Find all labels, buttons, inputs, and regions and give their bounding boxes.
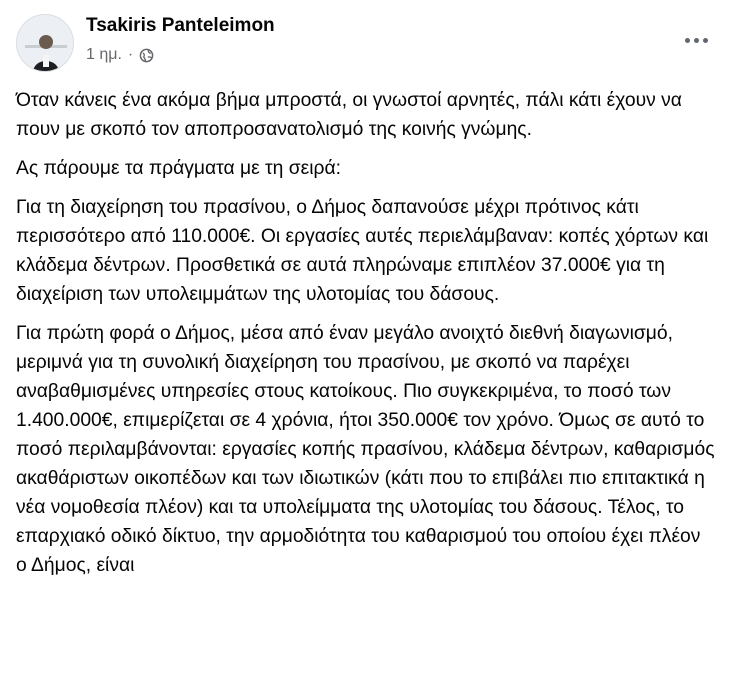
- author-name[interactable]: Tsakiris Panteleimon: [86, 15, 275, 36]
- post-paragraph-1: Όταν κάνεις ένα ακόμα βήμα μπροστά, οι γνωστοί αρνητές, πάλι κάτι έχουν να πουν με σκοπό τον αποπροσανατολισμό της κοινής γνώμης.: [16, 90, 682, 140]
- post-meta: [86, 46, 154, 64]
- more-options-icon: [685, 38, 690, 43]
- post-paragraph-2: Ας πάρουμε τα πράγματα με τη σειρά:: [16, 158, 342, 179]
- post-paragraph-4: Για πρώτη φορά ο Δήμος, μέσα από έναν μεγάλο ανοιχτό διεθνή διαγωνισμό, μεριμνά για τη συνολική διαχείρηση του πρασίνου, με σκοπό να παρέχει αναβαθμισμένες υπηρεσίες στους κατοίκους. Πιο συγκεκριμένα, το ποσό των 1.400.000€, επιμερίζεται σε 4 χρόνια, ήτοι 350.000€ τον χρόνο. Όμως σε αυτό το ποσό περιλαμβάνονται: εργασίες κοπής πρασίνου, κλάδεμα δέντρων, καθαρισμός ακαθάριστων οικοπέδων και των ιδιωτικών (κάτι που το επιβάλει πιο επιτακτικά η νέα νομοθεσία πλέον) και τα υπολείμματα της υλοτομίας του δάσους. Τέλος, το επαρχιακό οδικό δίκτυο, την αρμοδιότητα του καθαρισμού του οποίου έχει πλέον ο Δήμος, είναι: [16, 323, 715, 576]
- avatar-image: [17, 15, 74, 72]
- meta-separator: ·: [127, 46, 134, 63]
- more-options-button[interactable]: [679, 26, 713, 54]
- author-avatar[interactable]: [16, 14, 74, 72]
- post-body: [16, 86, 716, 590]
- post-timestamp[interactable]: 1 ημ.: [86, 46, 122, 63]
- globe-icon[interactable]: [139, 48, 154, 63]
- post-paragraph-3: Για τη διαχείρηση του πρασίνου, ο Δήμος δαπανούσε μέχρι πρότινος κάτι περισσότερο από 110.000€. Οι εργασίες αυτές περιελάμβαναν: κοπές χόρτων και κλάδεμα δέντρων. Προσθετικά σε αυτά πληρώναμε επιπλέον 37.000€ για τη διαχείριση των υπολειμμάτων της υλοτομίας του δάσους.: [16, 197, 709, 305]
